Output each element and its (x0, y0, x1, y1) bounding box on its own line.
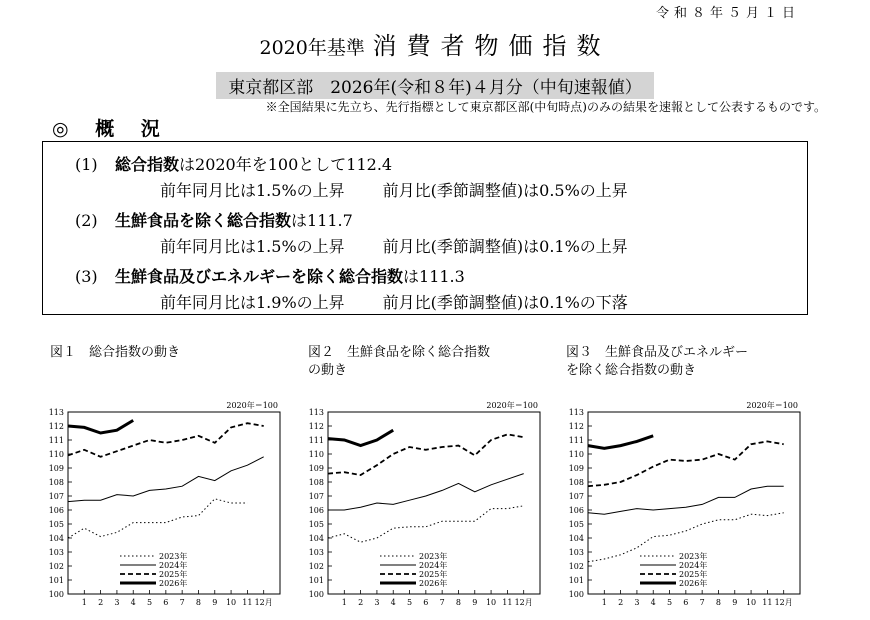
mom-text: 前月比(季節調整値)は0.5%の上昇 (382, 181, 628, 200)
x-tick-label: 5 (666, 598, 673, 607)
x-tick-label: 11 (762, 598, 773, 607)
item-label: 生鮮食品を除く総合指数 (115, 211, 292, 230)
item-text: は111.7 (291, 211, 353, 230)
x-tick-label: 2 (618, 598, 624, 607)
base-note: 2020年＝100 (226, 401, 278, 410)
subheading: 東京都区部 2026年(令和８年)４月分（中旬速報値） (216, 72, 654, 99)
series-line-4 (68, 420, 133, 433)
y-tick-label: 105 (568, 520, 584, 529)
note: ※全国結果に先立ち、先行指標として東京都区部(中旬時点)のみの結果を速報として公表するものです。 (265, 100, 826, 114)
summary-detail-1 (160, 178, 628, 201)
x-tick-label: 6 (423, 598, 429, 607)
y-tick-label: 108 (568, 478, 584, 487)
y-tick-label: 105 (308, 520, 324, 529)
y-tick-label: 113 (48, 408, 64, 417)
x-tick-label: 1 (81, 598, 87, 607)
summary-detail-3 (160, 290, 628, 313)
series-line-4 (588, 436, 653, 449)
x-tick-label: 2 (98, 598, 104, 607)
y-tick-label: 110 (48, 450, 64, 459)
x-tick-label: 7 (699, 598, 705, 607)
y-tick-label: 111 (568, 436, 584, 445)
legend-label: 2025年 (419, 570, 448, 579)
base-note: 2020年＝100 (486, 401, 538, 410)
y-tick-label: 106 (568, 506, 584, 515)
y-tick-label: 101 (568, 576, 584, 585)
x-tick-label: 1 (601, 598, 607, 607)
summary-item-1 (75, 152, 392, 175)
legend-label: 2024年 (159, 561, 188, 570)
legend-label: 2023年 (159, 552, 188, 561)
y-tick-label: 104 (308, 534, 324, 543)
series-line-3 (68, 423, 264, 457)
x-tick-label: 8 (195, 598, 202, 607)
x-tick-label: 2 (358, 598, 364, 607)
report-date: 令和８年５月１日 (655, 6, 800, 21)
series-line-1 (68, 499, 247, 538)
item-number: (2) (75, 211, 98, 230)
legend-label: 2025年 (159, 570, 188, 579)
y-tick-label: 112 (48, 422, 64, 431)
legend-label: 2023年 (679, 552, 708, 561)
base-note: 2020年＝100 (746, 401, 798, 410)
series-line-3 (588, 441, 784, 486)
x-tick-label: 5 (146, 598, 153, 607)
x-tick-label: 1 (341, 598, 347, 607)
x-tick-label: 7 (439, 598, 445, 607)
legend-label: 2024年 (679, 561, 708, 570)
y-tick-label: 103 (568, 548, 584, 557)
title-prefix: 2020年基準 (259, 37, 365, 59)
mom-text: 前月比(季節調整値)は0.1%の上昇 (382, 237, 628, 256)
y-tick-label: 106 (48, 506, 64, 515)
y-tick-label: 111 (308, 436, 324, 445)
x-tick-label: 4 (650, 598, 656, 607)
figure-3-caption: 図３ 生鮮食品及びエネルギー を除く総合指数の動き (566, 345, 749, 378)
y-tick-label: 112 (568, 422, 584, 431)
x-tick-label: 12月 (254, 598, 273, 607)
y-tick-label: 110 (308, 450, 324, 459)
series-line-1 (328, 506, 524, 542)
y-tick-label: 107 (568, 492, 584, 501)
y-tick-label: 100 (48, 590, 64, 599)
y-tick-label: 104 (568, 534, 584, 543)
y-tick-label: 109 (308, 464, 324, 473)
figure-2-caption: 図２ 生鮮食品を除く総合指数 の動き (308, 345, 491, 378)
summary-detail-2 (160, 234, 628, 257)
y-tick-label: 109 (568, 464, 584, 473)
subheading-wrap (0, 72, 870, 99)
y-tick-label: 100 (308, 590, 324, 599)
summary-item-3 (75, 264, 465, 287)
y-tick-label: 102 (308, 562, 324, 571)
item-number: (3) (75, 267, 98, 286)
x-tick-label: 12月 (774, 598, 793, 607)
item-text: は111.3 (403, 267, 465, 286)
y-tick-label: 110 (568, 450, 584, 459)
series-line-3 (328, 434, 524, 475)
chart-figure-2 (280, 396, 546, 614)
y-tick-label: 107 (308, 492, 324, 501)
item-label: 総合指数 (115, 155, 180, 174)
x-tick-label: 3 (114, 598, 120, 607)
y-tick-label: 113 (308, 408, 324, 417)
legend-label: 2023年 (419, 552, 448, 561)
y-tick-label: 102 (568, 562, 584, 571)
x-tick-label: 9 (472, 598, 478, 607)
x-tick-label: 9 (212, 598, 218, 607)
figure-1-caption: 図１ 総合指数の動き (50, 345, 181, 360)
x-tick-label: 8 (715, 598, 722, 607)
y-tick-label: 101 (308, 576, 324, 585)
x-tick-label: 4 (390, 598, 396, 607)
legend-label: 2026年 (159, 579, 188, 588)
y-tick-label: 106 (308, 506, 324, 515)
y-tick-label: 102 (48, 562, 64, 571)
y-tick-label: 100 (568, 590, 584, 599)
x-tick-label: 8 (455, 598, 462, 607)
x-tick-label: 9 (732, 598, 738, 607)
series-line-4 (328, 430, 393, 445)
y-tick-label: 105 (48, 520, 64, 529)
x-tick-label: 11 (502, 598, 513, 607)
x-tick-label: 3 (374, 598, 380, 607)
summary-box (42, 141, 808, 315)
y-tick-label: 103 (308, 548, 324, 557)
y-tick-label: 107 (48, 492, 64, 501)
x-tick-label: 6 (163, 598, 169, 607)
y-tick-label: 108 (48, 478, 64, 487)
mom-text: 前月比(季節調整値)は0.1%の下落 (382, 293, 628, 312)
summary-item-2 (75, 208, 353, 231)
y-tick-label: 108 (308, 478, 324, 487)
y-tick-label: 103 (48, 548, 64, 557)
y-tick-label: 101 (48, 576, 64, 585)
y-tick-label: 109 (48, 464, 64, 473)
x-tick-label: 7 (179, 598, 185, 607)
x-tick-label: 12月 (514, 598, 533, 607)
y-tick-label: 113 (568, 408, 584, 417)
series-line-2 (328, 474, 524, 510)
x-tick-label: 4 (130, 598, 136, 607)
item-text: は2020年を100として112.4 (179, 155, 393, 174)
x-tick-label: 5 (406, 598, 413, 607)
chart-figure-3 (540, 396, 806, 614)
legend-label: 2026年 (679, 579, 708, 588)
x-tick-label: 6 (683, 598, 689, 607)
y-tick-label: 112 (308, 422, 324, 431)
series-line-2 (588, 486, 784, 514)
chart-figure-1 (20, 396, 286, 614)
x-tick-label: 10 (745, 598, 757, 607)
item-number: (1) (75, 155, 98, 174)
legend-label: 2025年 (679, 570, 708, 579)
yoy-text: 前年同月比は1.9%の上昇 (160, 293, 345, 312)
x-tick-label: 11 (242, 598, 253, 607)
x-tick-label: 10 (485, 598, 497, 607)
yoy-text: 前年同月比は1.5%の上昇 (160, 181, 345, 200)
page-title (0, 26, 870, 61)
legend-label: 2026年 (419, 579, 448, 588)
y-tick-label: 104 (48, 534, 64, 543)
yoy-text: 前年同月比は1.5%の上昇 (160, 237, 345, 256)
y-tick-label: 111 (48, 436, 64, 445)
legend-label: 2024年 (419, 561, 448, 570)
x-tick-label: 10 (225, 598, 237, 607)
x-tick-label: 3 (634, 598, 640, 607)
item-label: 生鮮食品及びエネルギーを除く総合指数 (115, 267, 404, 286)
section-title: ◎ 概 況 (52, 118, 170, 140)
title-main: 消費者物価指数 (372, 32, 611, 60)
series-line-2 (68, 457, 264, 502)
